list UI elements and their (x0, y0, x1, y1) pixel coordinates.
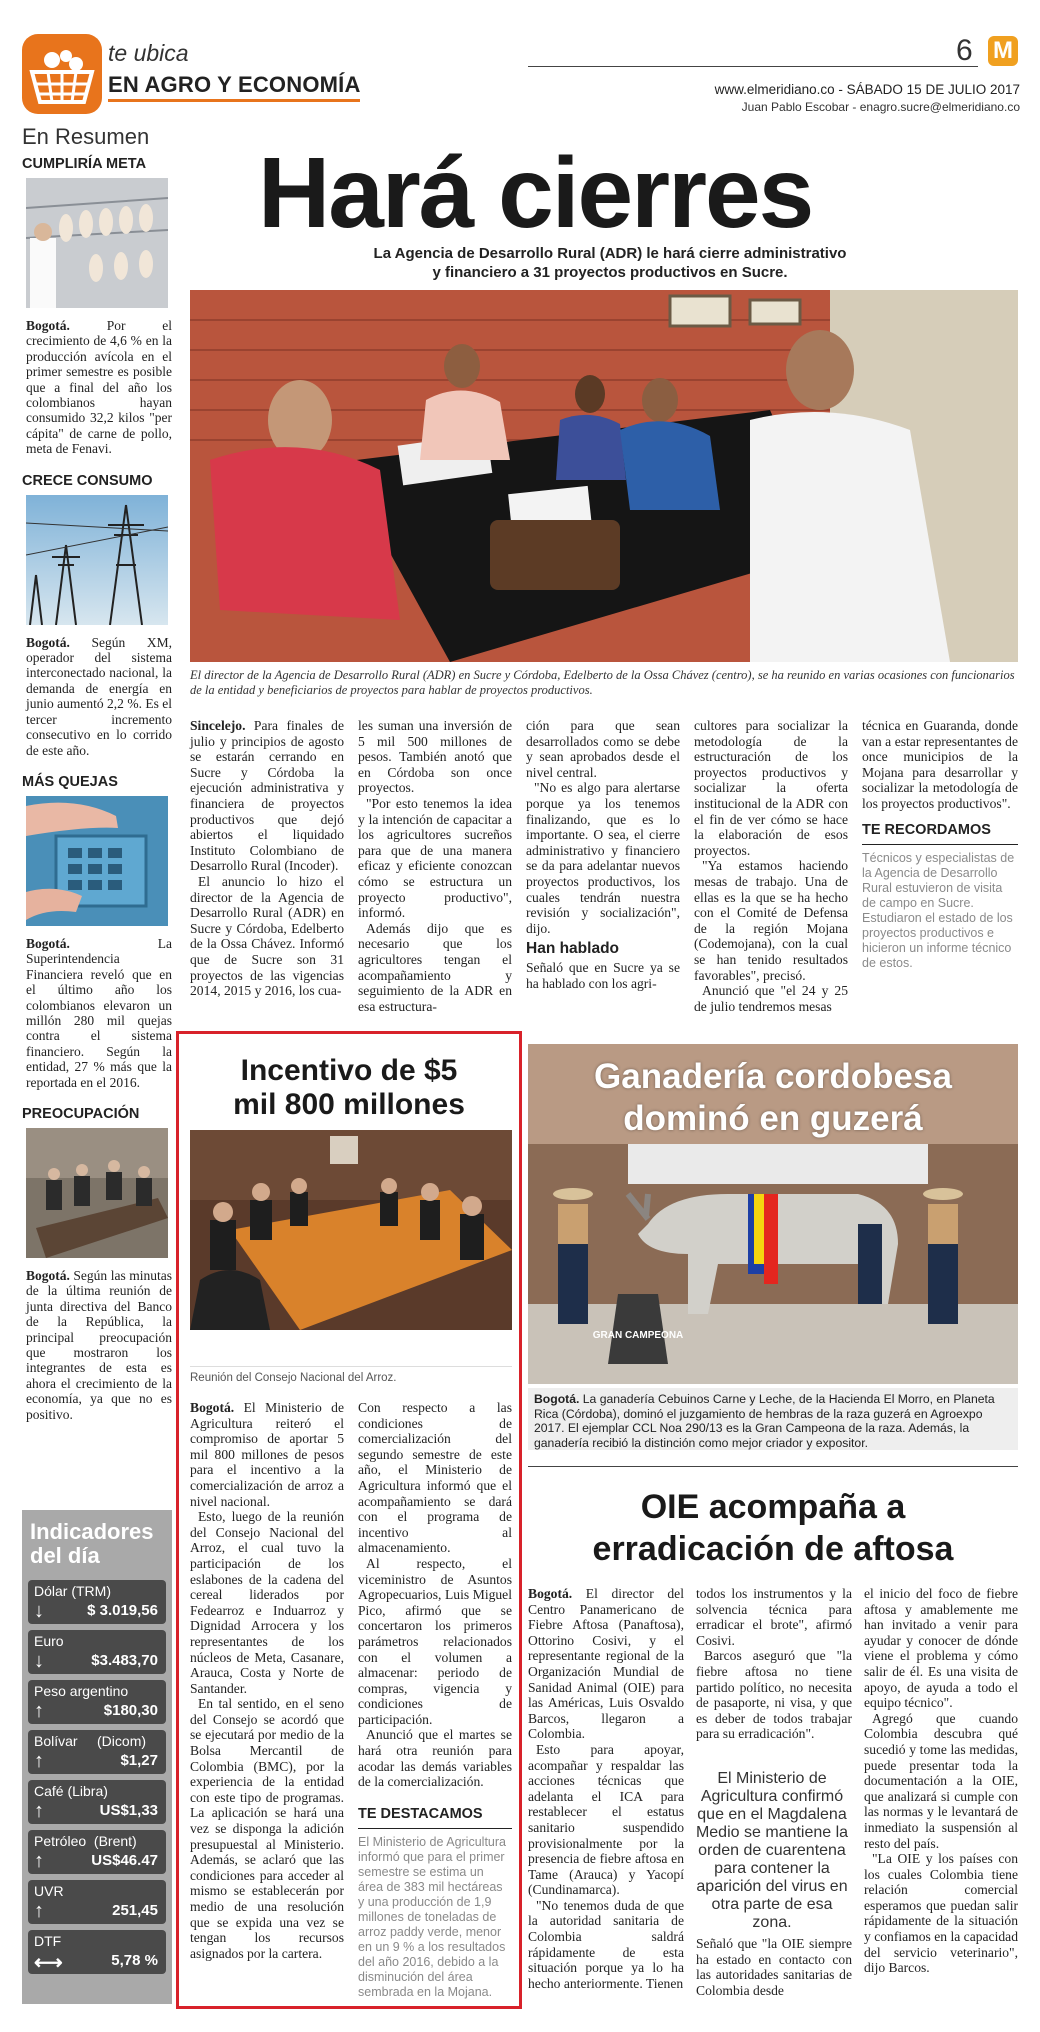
summary-category: CRECE CONSUMO (22, 472, 153, 489)
cattle-headline: Ganadería cordobesa dominó en guzerá (594, 1057, 952, 1138)
down-arrow-icon: ↓ (34, 1600, 44, 1622)
summary-text: Bogotá. Según XM, operador del sistema interconectado nacional, la demanda de energía en junio aumentó 2,2 %. Es el tercer incremento consecutivo en lo corrido de este año. (26, 634, 172, 758)
up-arrow-icon: ↑ (34, 1800, 44, 1822)
main-column-5: técnica en Guaranda, donde van a estar representantes de once municipios de la Mojana para desarrollar y socializar la metodología de los proyectos productivos". TE RECORDAMOS Técnicos y especialistas de la Agencia de Desarrollo Rural estuvieron de visita de campo en Sucre. Estudiaron el estado de los proyectos productivos e hicieron un informe técnico de estos. (862, 718, 1018, 970)
summary-category: PREOCUPACIÓN (22, 1105, 140, 1122)
incentive-column-2: Con respecto a las condiciones de comercialización del segundo semestre de este año, el Ministerio de Agricultura informó que el acompañamiento se dará con el programa de incentivo al almacenamiento. Al respecto, el viceministro de Asuntos Agropecuarios, Luis Miguel Pico, afirmó que se concertaron los primeros parámetros relacionados con el volumen a almacenar: periodo de compras, vigencia y condiciones de participación. Anunció que el martes se hará otra reunión para acodar las demás variables de la comercialización. TE DESTACAMOS El Ministerio de Agricultura informó que para el primer semestre se estima un área de 383 mil hectáreas y una producción de 1,9 millones de toneladas de arroz paddy verde, menor en un 9 % a los resultados del año 2016, debido a la disminución del área sembrada en la Mojana. (358, 1400, 512, 1999)
indicators-panel (22, 1510, 172, 2004)
summary-text: Bogotá. Por el crecimiento de 4,6 % en la producción avícola en el primer semestre es posible que a final del año los colombianos hayan consumido 32,2 kilos "per cápita" de carne de pollo, meta de Fenavi. (26, 318, 172, 457)
main-column-1: Sincelejo. Para finales de julio y principios de agosto se estarán cerrando en Sucre y Córdoba la ejecución administrativa y financiera de proyectos productivos que dejó abiertos el liquidado Instituto Colombiano de Desarrollo Rural (Incoder). El anuncio lo hizo el director de la Agencia de Desarrollo Rural (ADR) en Sucre y Córdoba, Edelberto de la Ossa Chávez. Informó que de Sucre son 31 proyectos de las vigencias 2014, 2015 y 2016, los cua- (190, 718, 344, 999)
summary-text: Bogotá. La Superintendencia Financiera reveló que en el último año los colombianos elevaron un millón 280 mil quejas contra el sistema financiero. Según la entidad, 27 % más que la reportada en el 2016. (26, 935, 172, 1090)
byline[interactable]: Juan Pablo Escobar - enagro.sucre@elmeridiano.co (741, 100, 1020, 114)
section-title: EN AGRO Y ECONOMÍA (108, 72, 361, 97)
te-recordamos-title: TE RECORDAMOS (862, 822, 1018, 845)
te-recordamos-text: Técnicos y especialistas de la Agencia de Desarrollo Rural estuvieron de visita de campo en Sucre. Estudiaron el estado de los proyectos productivos e hicieron un informe técnico de estos. (862, 850, 1015, 970)
adr-meeting-photo (190, 290, 1018, 662)
indicator-peso-argentino: Peso argentino ↑ $180,30 (28, 1680, 166, 1724)
indicator-dolar: Dólar (TRM) ↓ $ 3.019,56 (28, 1580, 166, 1624)
indicator-cafe: Café (Libra) ↑ US$1,33 (28, 1780, 166, 1824)
indicator-petroleo: Petróleo (Brent) ↑ US$46.47 (28, 1830, 166, 1874)
up-arrow-icon: ↑ (34, 1750, 44, 1772)
section-kicker: te ubica (108, 40, 189, 66)
main-column-2: les suman una inversión de 5 mil 500 millones de pesos. También anotó que en Córdoba son once proyectos. "Por esto tenemos la idea y la intención de capacitar a los agricultores sucreños para que de una manera eficaz y eficiente conozcan cómo se estructura un proyecto productivo", informó. Además dijo que es necesario que los agricultores tengan el acompañamiento y seguimiento de la ADR en esa estructura- (358, 718, 512, 1014)
indicator-dtf: DTF ⟷ 5,78 % (28, 1930, 166, 1974)
section-rule (528, 1466, 1018, 1467)
poultry-plant-photo (26, 178, 168, 308)
sidebar-title: En Resumen (22, 124, 150, 149)
incentive-photo-caption: Reunión del Consejo Nacional del Arroz. (190, 1372, 397, 1384)
indicator-bolivar: Bolívar (Dicom) ↑ $1,27 (28, 1730, 166, 1774)
indicators-title: Indicadores del día (30, 1519, 154, 1568)
pull-quote: El Ministerio de Agricultura confirmó que en el Magdalena Medio se mantiene la orden de cuarentena para contener la aparición del virus en otra parte de esa zona. (695, 1770, 849, 1931)
dateline[interactable]: www.elmeridiano.co - SÁBADO 15 DE JULIO 2017 (714, 82, 1020, 97)
oie-column-2: todos los instrumentos y la solvencia técnica para erradicar el brote", afirmó Cosivi. Barcos aseguró que "la fiebre aftosa no tiene partido político, no necesita de pasaporte, ni visa, y que es deber de todos trabajar para su erradicación". (696, 1586, 852, 1742)
summary-text: Bogotá. Según las minutas de la última reunión de junta directiva del Banco de la República, la principal preocupación que mostraron los integrantes de esta es ahora el crecimiento de la economía, ya que no es positivo. (26, 1267, 172, 1422)
main-column-3: ción para que sean desarrollados como se debe y sean aprobados desde el nivel central. "No es algo para alertarse porque ya los tenemos finalizando, que es lo importante. O sea, el cierre administrativo y financiero se da para adelantar nuevos proyectos productivos, los cuales tendrán nuestra revisión y socialización", dijo. Han hablado Señaló que en Sucre ya se ha hablado con los agri- (526, 718, 680, 991)
down-arrow-icon: ↓ (34, 1650, 44, 1672)
indicator-euro: Euro ↓ $3.483,70 (28, 1630, 166, 1674)
incentive-column-1: Bogotá. El Ministerio de Agricultura reiteró el compromiso de aportar 5 mil 800 millones de pesos para el incentivo a la comercialización de arroz a nivel nacional. Esto, luego de la reunión del Consejo Nacional del Arroz, el cual tuvo la participación de los eslabones de la cadena del cereal liderados por Fedearroz e Induarroz y Dignidad Arrocera y los representantes de los núcleos de Meta, Casanare, Arauca, Costa y Norte de Santander. En tal sentido, en el seno del Consejo se acordó que se ejecutará por medio de la Bolsa Mercantil de Colombia (BMC), por la experiencia de la entidad con este tipo de programas. La aplicación se hará una vez se disponga la adición presupuestal al Ministerio. Además, se aclaró que las condiciones para acceder al mismo se establecerán por medio de una resolución que se expida una vez se tengan los recursos asignados por la cartera. (190, 1400, 344, 1961)
te-destacamos-title: TE DESTACAMOS (358, 1806, 512, 1829)
main-deck: La Agencia de Desarrollo Rural (ADR) le hará cierre administrativo y financiero a 31 proyectos productivos en Sucre. (373, 245, 847, 281)
incentive-headline: Incentivo de $5 mil 800 millones (233, 1054, 465, 1121)
summary-category: MÁS QUEJAS (22, 773, 118, 790)
up-arrow-icon: ↑ (34, 1850, 44, 1872)
rice-council-photo (190, 1130, 512, 1330)
board-meeting-photo (26, 1128, 168, 1258)
oie-column-1: Bogotá. El director del Centro Panamericano de Fiebre Aftosa (Panaftosa), Ottorino Cosivi, y el representante regional de la Organización Mundial de Sanidad Animal (OIE) para las Américas, Luis Osvaldo Barcos, llegaron a Colombia. Esto para apoyar, acompañar y respaldar las acciones técnicas que adelanta el ICA para restablecer el estatus sanitario suspendido provisionalmente por la presencia de fiebre aftosa en Tame (Arauca) y Yacopí (Cundinamarca). "No tenemos duda de que la autoridad sanitaria de Colombia saldrá rápidamente de esta situación porque ya lo ha hecho anteriormente. Tienen (528, 1586, 684, 1991)
page-number: 6 (956, 34, 973, 67)
basket-logo (22, 34, 102, 114)
header-rule (528, 66, 978, 67)
main-headline: Hará cierres (258, 137, 813, 249)
indicator-uvr: UVR ↑ 251,45 (28, 1880, 166, 1924)
up-arrow-icon: ↑ (34, 1900, 44, 1922)
cattle-photo-caption: Bogotá. La ganadería Cebuinos Carne y Leche, de la Hacienda El Morro, en Planeta Rica (Córdoba), dominó el juzgamiento de hembras de la raza guzerá en Agroexpo 2017. El ejemplar CCL Noa 290/13 es la Gran Campeona de la raza. Además, la ganadería recibió la distinción como mejor criador y expositor. (528, 1388, 1018, 1450)
summary-category: CUMPLIRÍA META (22, 156, 147, 172)
gran-campeona-sign: GRAN CAMPEONA (592, 1330, 684, 1341)
subhead: Han hablado (526, 940, 620, 958)
caption-rule (190, 1366, 512, 1367)
oie-column-3: el inicio del foco de fiebre aftosa y amablemente me han invitado a venir para ayudar y conocer de dónde viene el problema y cómo salir de él. Es una visita de apoyo, de ayuda a todo el equipo técnico". Agregó que cuando Colombia descubra qué sucedió y tome las medidas, puede presentar toda la documentación a la OIE, que analizará si cumple con las normas y le levantará de inmediato la suspensión al resto del país. "La OIE y los países con los cuales Colombia tiene relación comercial esperamos que puedan salir rápidamente de la situación y confiamos en la capacidad del servicio veterinario", dijo Barcos. (864, 1586, 1018, 1976)
oie-column-2-end: Señaló que "la OIE siempre ha estado en contacto con las autoridades sanitarias de Colombia desde (696, 1936, 852, 1998)
meridiano-logo: M (988, 36, 1018, 66)
oie-headline: OIE acompaña a erradicación de aftosa (592, 1488, 954, 1568)
atm-keypad-photo (26, 796, 168, 926)
flat-arrow-icon: ⟷ (34, 1952, 63, 1974)
te-destacamos-text: El Ministerio de Agricultura informó que para el primer semestre se estima un área de 383 mil hectáreas y una producción de 1,9 millones de toneladas de arroz paddy verde, menor en un 9 % a los resultados del año 2016, debido a la disminución del área sembrada en la Mojana. (358, 1834, 506, 1999)
section-underline (108, 99, 360, 102)
main-photo-caption: El director de la Agencia de Desarrollo Rural (ADR) en Sucre y Córdoba, Edelberto de la Ossa Chávez (centro), se ha reunido en varias ocasiones con funcionarios de la entidad y beneficiarios de proyectos para hablar de proyectos productivos. (190, 668, 1015, 697)
main-column-4: cultores para socializar la metodología de la estructuración de los proyectos productivos y socializar la oferta institucional de la ADR con el fin de ver cómo se hace la elaboración de esos proyectos. "Ya estamos haciendo mesas de trabajo. Una de ellas es la que se ha hecho con el Comité de Defensa de la región Mojana (Codemojana), con la cual se han tenido resultados favorables", precisó. Anunció que "el 24 y 25 de julio tendremos mesas (694, 718, 848, 1014)
up-arrow-icon: ↑ (34, 1700, 44, 1722)
power-towers-photo (26, 495, 168, 625)
